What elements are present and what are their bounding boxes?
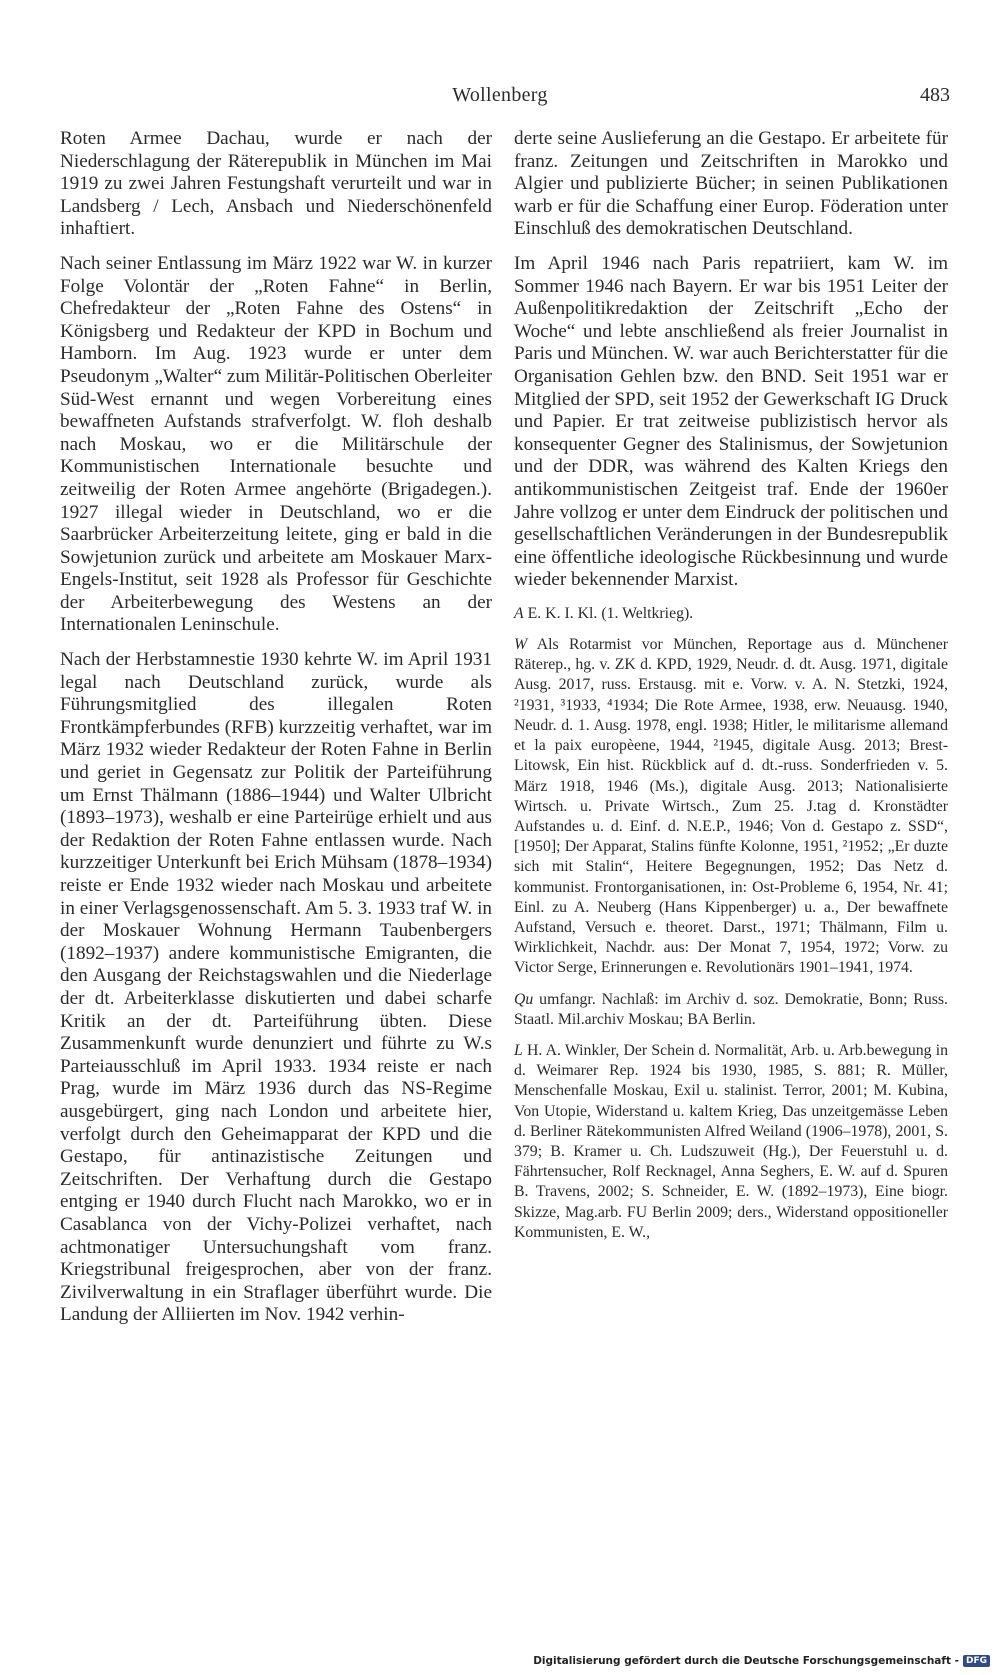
paragraph: Nach der Herbstamnestie 1930 kehrte W. im April 1931 legal nach Deutschland zurück, wurde als Führungsmitglied des illegalen Roten Frontkämpferbundes (RFB) kurzzeitig verhaftet, war im März 1932 wieder Redakteur der Roten Fahne in Berlin und geriet in Gegensatz zur Politik der Parteiführung um Ernst Thälmann (1886–1944) und Walter Ulbricht (1893–1973), weshalb er eine Parteirüge erhielt und aus der Redaktion der Roten Fahne entlassen wurde. Nach kurzzeitiger Unterkunft bei Erich Mühsam (1878–1934) reiste er Ende 1932 wieder nach Moskau und arbeitete in einer Verlagsgenossenschaft. Am 5. 3. 1933 traf W. in der Moskauer Wohnung Hermann Taubenbergers (1892–1937) andere kommunistische Emigranten, die den Ausgang der Reichstagswahlen und die Niederlage der dt. Arbeiterklasse diskutierten und dabei scharfe Kritik an der dt. Parteiführung übten. Diese Zusammenkunft wurde denunziert und führte zu W.s Parteiausschluß im April 1933. 1934 reiste er nach Prag, wurde im März 1936 durch das NS-Regime ausgebürgert, ging nach London und arbeitete hier, verfolgt durch den Geheimapparat der KPD und die Gestapo, für antinazistische Zeitungen und Zeitschriften. Der Verhaftung durch die Gestapo entging er 1940 durch Flucht nach Marokko, wo er in Casablanca von der Vichy-Polizei verhaftet, nach achtmonatiger Untersuchungshaft vom franz. Kriegstribunal freigesprochen, aber von der franz. Zivilverwaltung in ein Straflager überführt wurde. Die Landung der Alliierten im Nov. 1942 verhin-	[60, 649, 492, 1326]
sources-entry	[514, 990, 948, 1030]
left-column	[60, 128, 492, 1339]
footer-text: Digitalisierung gefördert durch die Deutsche Forschungsgemeinschaft -	[533, 1655, 959, 1667]
paragraph: Roten Armee Dachau, wurde er nach der Niederschlagung der Räterepublik in München im Mai 1919 zu zwei Jahren Festungshaft verurteilt und war in Landsberg / Lech, Ansbach und Niederschönenfeld inhaftiert.	[60, 128, 492, 240]
paragraph: derte seine Auslieferung an die Gestapo. Er arbeitete für franz. Zeitungen und Zeitschriften in Marokko und Algier und publizierte Bücher; in seinen Publikationen warb er für die Schaffung einer Europ. Föderation unter Einschluß des demokratischen Deutschland.	[514, 128, 948, 240]
paragraph: Im April 1946 nach Paris repatriiert, kam W. im Sommer 1946 nach Bayern. Er war bis 1951 Leiter der Außenpolitikredaktion der Zeitschrift „Echo der Woche“ und lebte anschließend als freier Journalist in Paris und München. W. war auch Berichterstatter für die Organisation Gehlen bzw. den BND. Seit 1951 war er Mitglied der SPD, seit 1952 der Gewerkschaft IG Druck und Papier. Er trat zeitweise publizistisch hervor als konsequenter Gegner des Stalinismus, der Sowjetunion und der DDR, was während des Kalten Kriegs den antikommunistischen Zeitgeist traf. Ende der 1960er Jahre vollzog er unter dem Eindruck der politischen und gesellschaftlichen Veränderungen in der Bundesrepublik eine öffentliche ideologische Rückbesinnung und wurde wieder bekennender Marxist.	[514, 252, 948, 591]
works-text: Als Rotarmist vor München, Reportage aus d. Münchener Räterep., hg. v. ZK d. KPD, 1929, Neudr. d. dt. Ausg. 1971, digitale Ausg. 2017, russ. Erstausg. mit e. Vorw. v. A. N. Stetzki, 1924, ²1931, ³1933, ⁴1934; Die Rote Armee, 1938, erw. Neuausg. 1940, Neudr. d. 1. Ausg. 1978, engl. 1938; Hitler, le militarisme allemand et la paix europèene, 1944, ²1945, digitale Ausg. 2013; Brest-Litowsk, Ein hist. Rückblick auf d. dt.-russ. Sonderfrieden v. 5. März 1918, 1946 (Ms.), digitale Ausg. 2013; Nationalisierte Wirtsch. u. Private Wirtsch., Zum 25. J.tag d. Kronstädter Aufstandes u. d. Einf. d. N.E.P., 1946; Von d. Gestapo z. SSD“, [1950]; Der Apparat, Stalins fünfte Kolonne, 1951, ²1952; „Er duzte sich mit Stalin“, Heitere Begegnungen, 1952; Das Netz d. kommunist. Frontorganisationen, in: Ost-Probleme 6, 1954, Nr. 41; Einl. zu A. Neuberg (Hans Kippenberger) u. a., Der bewaffnete Aufstand, Versuch e. theoret. Darst., 1971; Thälmann, Film u. Wirklichkeit, Nachdr. aus: Der Monat 7, 1954, 1972; Vorw. zu Victor Serge, Erinnerungen e. Revolutionärs 1901–1941, 1974.	[514, 636, 949, 977]
awards-text: E. K. I. Kl. (1. Weltkrieg).	[527, 604, 694, 622]
literature-entry	[514, 1041, 948, 1243]
works-sigil: W	[514, 636, 528, 654]
sources-text: umfangr. Nachlaß: im Archiv d. soz. Demokratie, Bonn; Russ. Staatl. Mil.archiv Moskau; BA Berlin.	[514, 990, 948, 1028]
sources-sigil: Qu	[514, 990, 534, 1008]
works-entry	[514, 635, 948, 978]
page-header	[0, 84, 1000, 112]
awards-entry	[514, 604, 948, 624]
page-number: 483	[920, 84, 950, 106]
literature-sigil: L	[514, 1041, 523, 1059]
dfg-logo-icon: DFG	[963, 1655, 990, 1667]
running-title: Wollenberg	[452, 84, 548, 106]
paragraph: Nach seiner Entlassung im März 1922 war W. in kurzer Folge Volontär der „Roten Fahne“ in Berlin, Chefredakteur der „Roten Fahne des Ostens“ in Königsberg und Redakteur der KPD in Bochum und Hamborn. Im Aug. 1923 wurde er unter dem Pseudonym „Walter“ zum Militär-Politischen Oberleiter Süd-West ernannt und wegen Vorbereitung eines bewaffneten Aufstands strafverfolgt. W. floh deshalb nach Moskau, wo er die Militärschule der Kommunistischen Internationale besuchte und zeitweilig der Roten Armee angehörte (Brigadegen.). 1927 illegal wieder in Deutschland, wo er die Saarbrücker Arbeiterzeitung leitete, ging er bald in die Sowjetunion zurück und arbeitete am Moskauer Marx-Engels-Institut, seit 1928 als Professor für Geschichte der Arbeiterbewegung des Westens an der Internationalen Leninschule.	[60, 252, 492, 636]
awards-sigil: A	[514, 604, 524, 622]
footer	[533, 1655, 990, 1667]
right-column	[514, 128, 948, 1254]
literature-text: H. A. Winkler, Der Schein d. Normalität, Arb. u. Arb.bewegung in d. Weimarer Rep. 1924 bis 1930, 1985, S. 881; R. Müller, Menschenfalle Moskau, Exil u. stalinist. Terror, 2001; M. Kubina, Von Utopie, Widerstand u. kaltem Krieg, Das unzeitgemässe Leben d. Berliner Rätekommunisten Alfred Weiland (1906–1978), 2001, S. 379; B. Kramer u. Ch. Ludszuweit (Hg.), Der Feuerstuhl u. d. Fährtensucher, Rolf Recknagel, Anna Seghers, E. W. auf d. Spuren B. Travens, 2002; S. Schneider, E. W. (1892–1973), Eine biogr. Skizze, Mag.arb. FU Berlin 2009; ders., Widerstand oppositioneller Kommunisten, E. W.,	[514, 1041, 948, 1241]
